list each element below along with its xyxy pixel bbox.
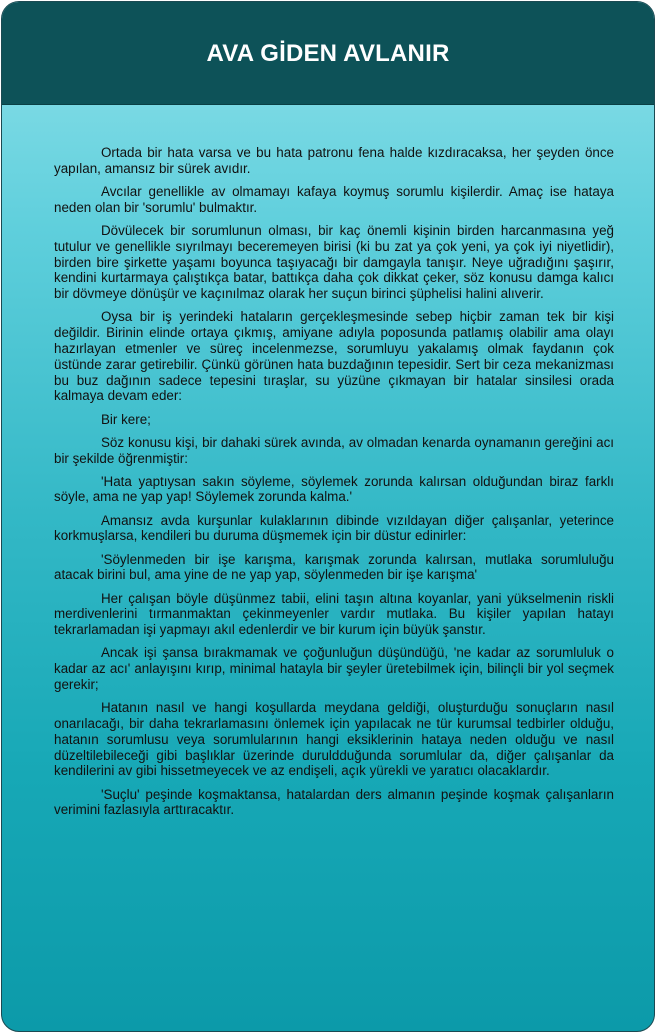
article-body (54, 145, 614, 826)
quote-paragraph: 'Söylenmeden bir işe karışma, karışmak zorunda kalırsan, mutlaka sorumluluğu atacak birini bul, ama yine de ne yap yap, söylenmeden bir işe karışma' (54, 551, 614, 583)
paragraph: Avcılar genellikle av olmamayı kafaya koymuş sorumlu kişilerdir. Amaç ise hataya neden olan bir 'sorumlu' bulmaktır. (54, 183, 614, 215)
paragraph: Ancak işi şansa bırakmamak ve çoğunluğun düşündüğü, 'ne kadar az sorumluluk o kadar az acı' anlayışını kırıp, minimal hatayla bir şeyler üretebilmek için, bilinçli bir yol seçmek gerekir; (54, 645, 614, 693)
article-card (1, 1, 655, 1032)
page-title: AVA GİDEN AVLANIR (206, 40, 450, 67)
paragraph: Dövülecek bir sorumlunun olması, bir kaç önemli kişinin birden harcanmasına yeğ tutulur ve genellikle sıyrılmayı beceremeyen birisi (ki bu zat ya çok yeni, ya çok iyi niyetlidir), birden bire şirkette yaşamı boyunca taşıyacağı bir damgayla tanışır. Neye uğradığını şaşırır, kendini kurtarmaya çalıştıkça batar, battıkça daha çok dikkat çeker, söz konusu damga kalıcı bir dövmeye dönüşür ve kaçınılmaz olarak her suçun birinci şüphelisi halini alıverir. (54, 222, 614, 302)
paragraph: Ortada bir hata varsa ve bu hata patronu fena halde kızdıracaksa, her şeyden önce yapılan, amansız bir sürek avıdır. (54, 145, 614, 176)
paragraph: 'Suçlu' peşinde koşmaktansa, hatalardan ders almanın peşinde koşmak çalışanların verimini fazlasıyla arttıracaktır. (54, 786, 614, 818)
paragraph: Söz konusu kişi, bir dahaki sürek avında, av olmadan kenarda oynamanın gereğini acı bir şekilde öğrenmiştir: (54, 434, 614, 466)
paragraph: Bir kere; (101, 411, 151, 427)
header-bar (2, 2, 654, 105)
paragraph: Her çalışan böyle düşünmez tabii, elini taşın altına koyanlar, yani yükselmenin riskli merdivenlerini tırmanmaktan çekinmeyenler vardır mutlaka. Bu kişiler yapılan hatayı tekrarlamadan işi yapmayı akıl edenlerdir ve bir kurum için büyük şanstır. (54, 590, 614, 638)
paragraph: Oysa bir iş yerindeki hataların gerçekleşmesinde sebep hiçbir zaman tek bir kişi değildir. Birinin elinde ortaya çıkmış, amiyane adıyla poposunda patlamış olabilir ama olayı hazırlayan etmenler ve süreç incelenmezse, sorumluyu yakalamış olmak faydanın çok üstünde zarar getirebilir. Çünkü görünen hata buzdağının tepesidir. Sert bir ceza mekanizması bu buz dağının sadece tepesini tıraşlar, su yüzüne çıkmayan bir hatalar sinsilesi orada kalmaya devam eder: (54, 309, 614, 404)
paragraph: Amansız avda kurşunlar kulaklarının dibinde vızıldayan diğer çalışanlar, yeterince korkmuşlarsa, kendileri bu duruma düşmemek için bir düstur edinirler: (54, 512, 614, 544)
quote-paragraph: 'Hata yaptıysan sakın söyleme, söylemek zorunda kalırsan olduğundan biraz farklı söyle, ama ne yap yap! Söylemek zorunda kalma.' (54, 473, 614, 505)
paragraph: Hatanın nasıl ve hangi koşullarda meydana geldiği, oluşturduğu sonuçların nasıl onarılacağı, bir daha tekrarlamasını önlemek için yapılacak ne tür kurumsal tedbirler olduğu, hatanın sorumlusu veya sorumlularının hangi eksiklerinin hataya neden olduğu ve nasıl düzeltilebileceği gibi başlıklar üzerinde duruldduğunda sorumlular da, diğer çalışanlar da kendilerini av gibi hissetmeyecek ve az endişeli, açık yürekli ve yaratıcı olacaklardır. (54, 700, 614, 779)
